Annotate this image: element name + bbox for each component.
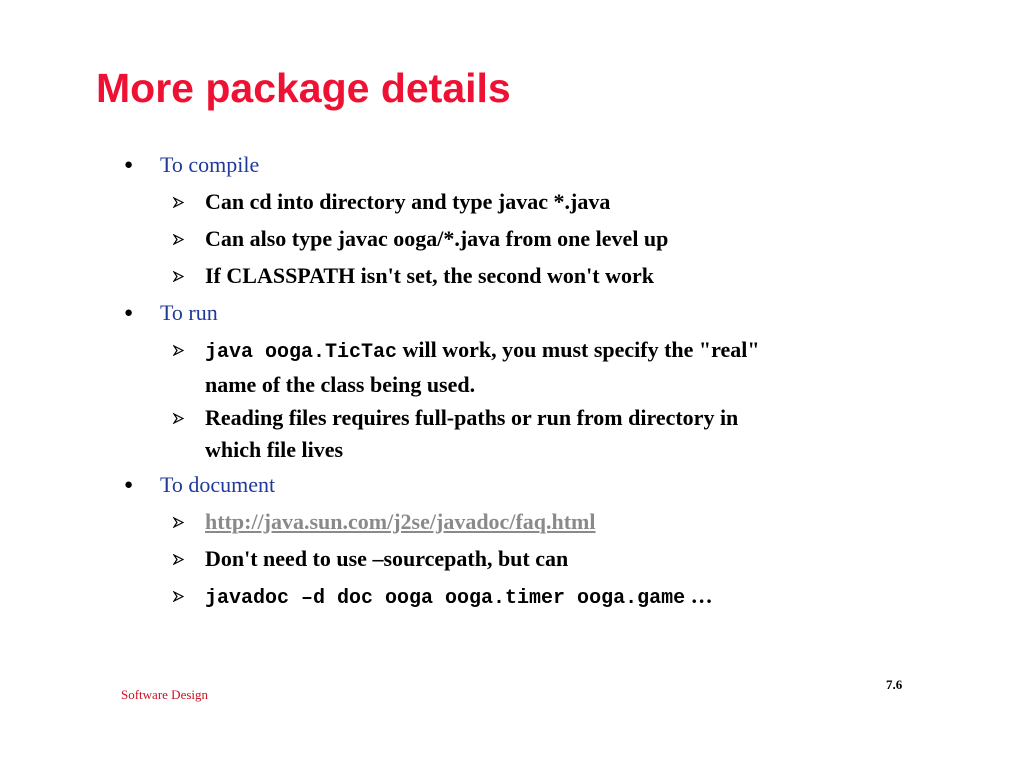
run-item-2-text: Reading files requires full-paths or run from directory in: [205, 405, 739, 430]
arrowhead-icon: [173, 262, 191, 290]
run-item-1-text: will work, you must specify the "real": [397, 337, 760, 362]
compile-item-2: Can also type javac ooga/*.java from one level up: [205, 226, 669, 251]
section-heading-document: To document: [160, 472, 276, 497]
arrowhead-icon: [173, 582, 191, 610]
code-javadoc-command: javadoc –d doc ooga ooga.timer ooga.game: [205, 587, 686, 610]
javadoc-faq-link[interactable]: http://java.sun.com/j2se/javadoc/faq.html: [205, 509, 596, 534]
slide-title: More package details: [96, 65, 511, 111]
bullet-icon: ●: [124, 477, 134, 493]
arrowhead-icon: [173, 225, 191, 253]
bullet-icon: ●: [124, 157, 134, 173]
run-item-1-text-line2: name of the class being used.: [205, 372, 476, 397]
arrowhead-icon: [173, 188, 191, 216]
code-java-ooga-tictac: java ooga.TicTac: [205, 341, 398, 364]
compile-item-1: Can cd into directory and type javac *.java: [205, 189, 611, 214]
run-item-2: [205, 402, 905, 466]
run-item-2-text-line2: which file lives: [205, 437, 344, 462]
document-item-1: [205, 506, 905, 538]
bullet-icon: ●: [124, 305, 134, 321]
footer-course-name: Software Design: [121, 687, 209, 702]
section-heading-compile: To compile: [160, 152, 260, 177]
compile-item-3: If CLASSPATH isn't set, the second won't work: [205, 263, 654, 288]
arrowhead-icon: [173, 404, 191, 432]
arrowhead-icon: [173, 508, 191, 536]
document-item-2: Don't need to use –sourcepath, but can: [205, 546, 569, 571]
run-item-1: [205, 334, 905, 401]
arrowhead-icon: [173, 545, 191, 573]
slide-number: 7.6: [886, 677, 903, 692]
document-item-3: [205, 580, 905, 615]
document-item-3-ellipsis: …: [685, 583, 713, 608]
arrowhead-icon: [173, 336, 191, 364]
section-heading-run: To run: [160, 300, 218, 325]
